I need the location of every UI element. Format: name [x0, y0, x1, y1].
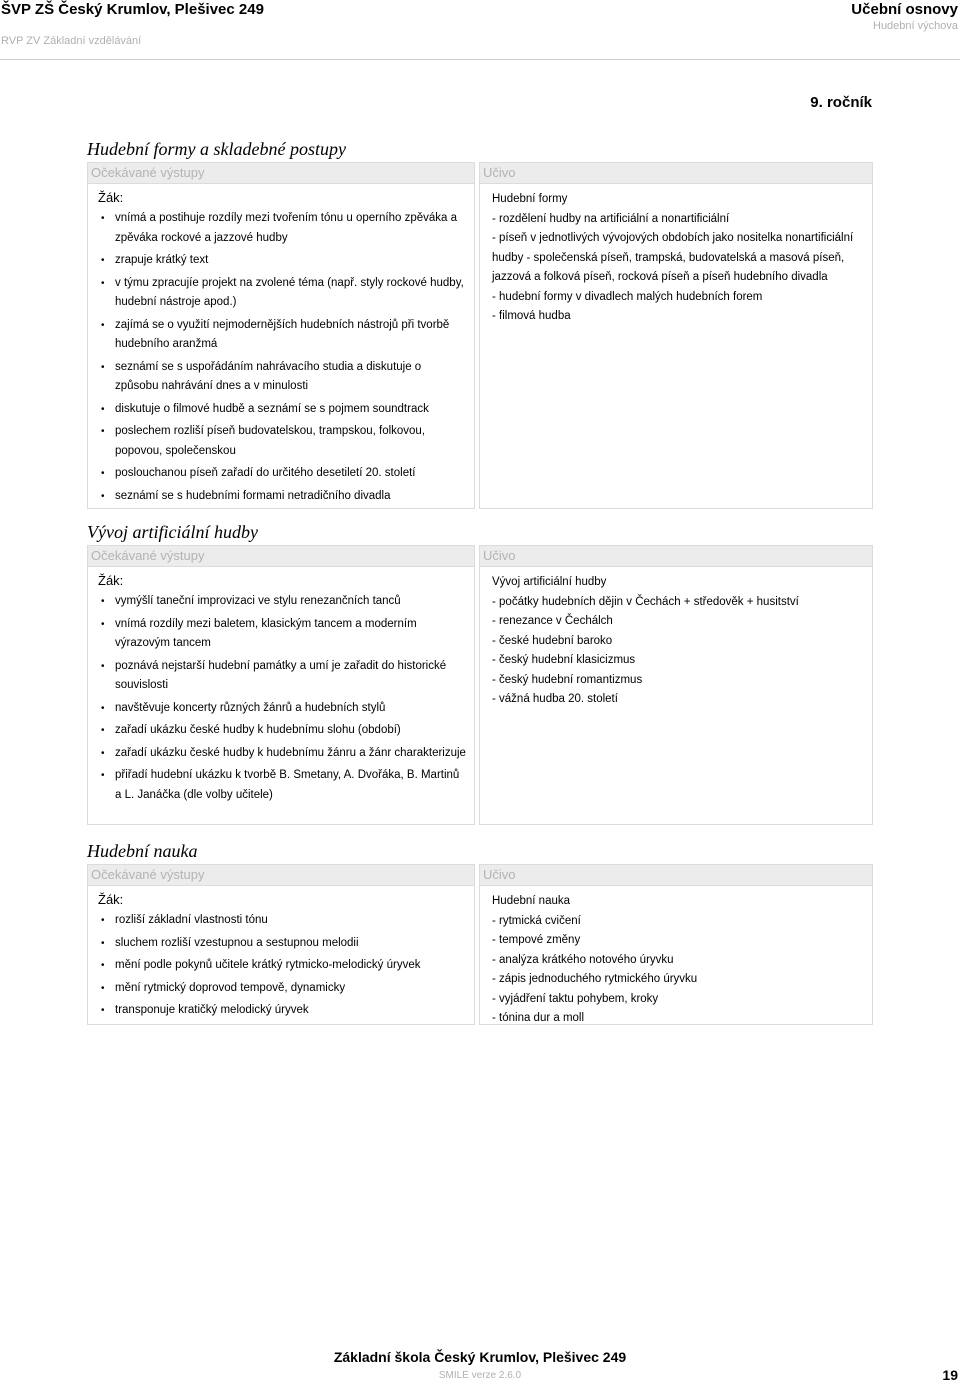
pupil-label: Žák:	[98, 892, 124, 907]
outcome-item: • v týmu zpracujíe projekt na zvolené téma (např. styly rockové hudby, hudební nástroje apod.)	[98, 274, 466, 313]
content-header: Učivo	[480, 546, 872, 567]
content-item: - analýza krátkého notového úryvku	[492, 953, 674, 966]
section-table	[87, 545, 873, 825]
outcome-item: • poznává nejstarší hudební památky a umí je zařadit do historické souvislosti	[98, 657, 466, 696]
content-item: - zápis jednoduchého rytmického úryvku	[492, 973, 698, 985]
outcome-item: • mění podle pokynů učitele krátký rytmicko-melodický úryvek	[98, 956, 466, 976]
header-left-subtitle: RVP ZV Základní vzdělávání	[1, 35, 142, 47]
content-item: - renezance v Čechálch	[492, 615, 613, 627]
content-item: - český hudební klasicizmus	[492, 654, 636, 666]
outcomes-list	[98, 209, 466, 506]
outcomes-header: Očekávané výstupy	[88, 163, 474, 184]
section-title: Hudební nauka	[87, 841, 198, 861]
outcomes-header: Očekávané výstupy	[88, 865, 474, 886]
outcome-item: • poslechem rozliší píseň budovatelskou, trampskou, folkovou, popovou, společenskou	[98, 422, 466, 461]
content-item: - rozdělení hudby na artificiální a nonartificiální	[492, 212, 730, 225]
header-left-title: ŠVP ZŠ Český Krumlov, Plešivec 249	[1, 1, 264, 18]
outcome-item: • seznámí se s hudebními formami netradičního divadla	[98, 487, 466, 507]
header-divider	[0, 59, 960, 60]
outcome-item: • seznámí se s uspořádáním nahrávacího studia a diskutuje o způsobu nahrávání dnes a v minulosti	[98, 358, 466, 397]
content-item: - český hudební romantizmus	[492, 673, 643, 686]
outcome-item: • diskutuje o filmové hudbě a seznámí se s pojmem soundtrack	[98, 400, 466, 420]
section-hudebni-nauka	[87, 840, 873, 1025]
outcome-item: • přiřadí hudební ukázku k tvorbě B. Smetany, A. Dvořáka, B. Martinů a L. Janáčka (dle volby učitele)	[98, 766, 466, 805]
content-header: Učivo	[480, 865, 872, 886]
pupil-label: Žák:	[98, 573, 124, 588]
content-item: - vážná hudba 20. století	[492, 693, 618, 705]
outcome-item: • transponuje kratičký melodický úryvek	[98, 1001, 466, 1021]
outcome-item: • zrapuje krátký text	[98, 251, 466, 271]
page-number: 19	[942, 1367, 958, 1383]
outcomes-column	[87, 864, 475, 1025]
footer-version: SMILE verze 2.6.0	[438, 1370, 522, 1381]
outcome-item: • zařadí ukázku české hudby k hudebnímu slohu (období)	[98, 721, 466, 741]
section-vyvoj-artificialni-hudby	[87, 521, 873, 825]
section-table	[87, 864, 873, 1025]
content-heading: Vývoj artificiální hudby	[492, 576, 607, 588]
content-item: - píseň v jednotlivých vývojových obdobích jako nositelka nonartificiální hudby - společenská píseň, trampská, budovatelská a masová píseň, jazzová a folková píseň, rocková píseň a píseň hudebního divadla	[492, 232, 854, 283]
outcome-item: • zajímá se o využití nejmodernějších hudebních nástrojů při tvorbě hudebního aranžmá	[98, 316, 466, 355]
footer-school: Základní škola Český Krumlov, Plešivec 249	[333, 1349, 627, 1365]
header-right-subtitle: Hudební výchova	[873, 20, 958, 32]
grade-label: 9. ročník	[810, 94, 872, 111]
content-item: - rytmická cvičení	[492, 914, 581, 927]
content-header: Učivo	[480, 163, 872, 184]
content-list	[480, 184, 872, 335]
content-item: - vyjádření taktu pohybem, kroky	[492, 992, 659, 1005]
outcome-item: • rozliší základní vlastnosti tónu	[98, 911, 466, 931]
content-item: - filmová hudba	[492, 310, 571, 322]
outcomes-column	[87, 162, 475, 509]
content-item: - tónina dur a moll	[492, 1012, 585, 1024]
outcome-item: • zařadí ukázku české hudby k hudebnímu žánru a žánr charakterizuje	[98, 744, 466, 764]
content-heading: Hudební nauka	[492, 895, 571, 907]
content-item: - počátky hudebních dějin v Čechách + středověk + husitství	[492, 595, 799, 608]
content-heading: Hudební formy	[492, 193, 568, 205]
outcomes-list	[98, 911, 466, 1021]
content-item: - tempové změny	[492, 934, 581, 946]
outcomes-header: Očekávané výstupy	[88, 546, 474, 567]
content-column	[479, 162, 873, 509]
outcome-item: • mění rytmický doprovod tempově, dynamicky	[98, 979, 466, 999]
outcome-item: • navštěvuje koncerty různých žánrů a hudebních stylů	[98, 699, 466, 719]
outcome-item: • vnímá rozdíly mezi baletem, klasickým tancem a moderním výrazovým tancem	[98, 615, 466, 654]
outcomes-list	[98, 592, 466, 805]
header-right-title: Učební osnovy	[851, 1, 958, 18]
outcome-item: • vymýšlí taneční improvizaci ve stylu renezančních tanců	[98, 592, 466, 612]
content-list	[480, 567, 872, 718]
pupil-label: Žák:	[98, 190, 124, 205]
content-list	[480, 886, 872, 1037]
section-title: Hudební formy a skladebné postupy	[87, 139, 346, 159]
content-item: - hudební formy v divadlech malých hudebních forem	[492, 290, 763, 303]
outcome-item: • sluchem rozliší vzestupnou a sestupnou melodii	[98, 934, 466, 954]
section-title: Vývoj artificiální hudby	[87, 522, 258, 542]
content-column	[479, 545, 873, 825]
outcome-item: • poslouchanou píseň zařadí do určitého desetiletí 20. století	[98, 464, 466, 484]
section-hudebni-formy	[87, 138, 873, 509]
section-table	[87, 162, 873, 509]
content-column	[479, 864, 873, 1025]
outcome-item: • vnímá a postihuje rozdíly mezi tvořením tónu u operního zpěváka a zpěváka rockové a jazzové hudby	[98, 209, 466, 248]
content-item: - české hudební baroko	[492, 634, 613, 647]
outcomes-column	[87, 545, 475, 825]
